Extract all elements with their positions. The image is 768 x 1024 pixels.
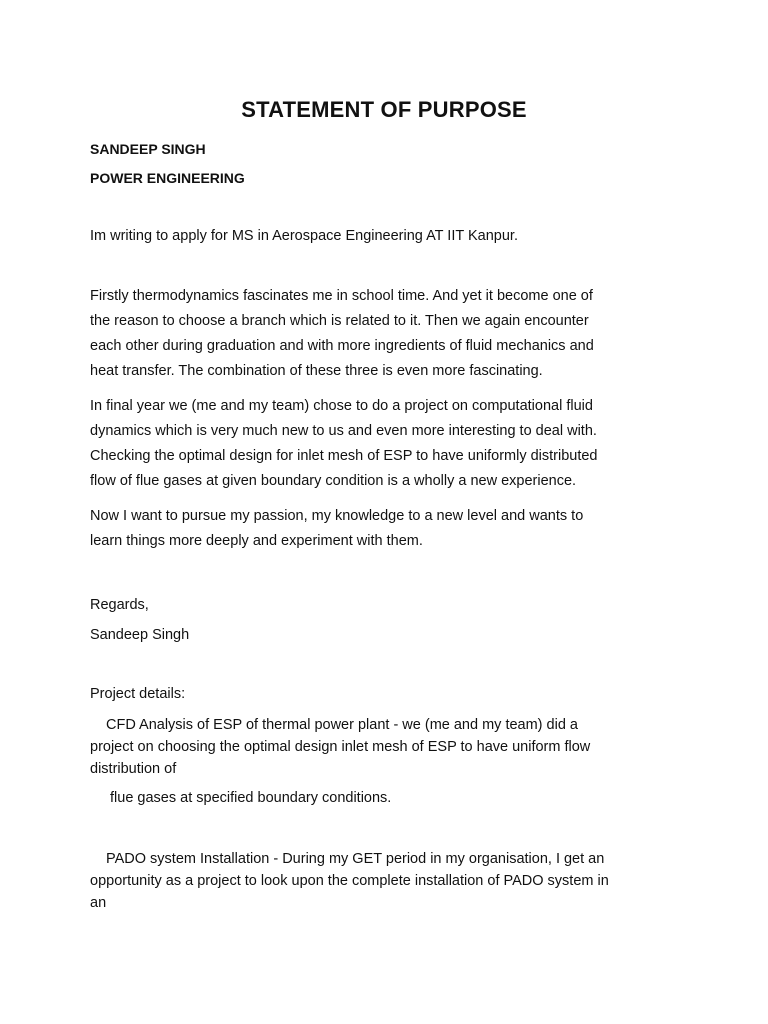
paragraph-line: flow of flue gases at given boundary condition is a wholly a new experience. (90, 473, 577, 489)
paragraph-line: distribution of (90, 761, 177, 777)
paragraph-line: In final year we (me and my team) chose to do a project on computational fluid (90, 398, 593, 414)
author-name: SANDEEP SINGH (90, 141, 206, 157)
paragraph-line: CFD Analysis of ESP of thermal power plant - we (me and my team) did a (106, 717, 578, 733)
paragraph-line: learn things more deeply and experiment with them. (90, 533, 423, 549)
paragraph-thermodynamics (90, 284, 690, 384)
paragraph-final-year-project (90, 394, 690, 494)
paragraph-line: Checking the optimal design for inlet mesh of ESP to have uniformly distributed (90, 448, 598, 464)
paragraph-line: the reason to choose a branch which is related to it. Then we again encounter (90, 313, 589, 329)
paragraph-line: Now I want to pursue my passion, my knowledge to a new level and wants to (90, 508, 584, 524)
paragraph-passion (90, 504, 690, 554)
project-cfd-analysis (90, 714, 680, 780)
paragraph-line: PADO system Installation - During my GET period in my organisation, I get an (106, 851, 605, 867)
intro-line: Im writing to apply for MS in Aerospace Engineering AT IIT Kanpur. (90, 228, 518, 244)
paragraph-line: an (90, 895, 107, 911)
project-cfd-continuation: flue gases at specified boundary conditions. (110, 790, 392, 806)
signature-name: Sandeep Singh (90, 627, 190, 643)
project-details-heading: Project details: (90, 686, 186, 702)
paragraph-line: opportunity as a project to look upon the complete installation of PADO system in (90, 873, 609, 889)
project-pado-installation (90, 848, 680, 914)
paragraph-line: Firstly thermodynamics fascinates me in school time. And yet it become one of (90, 288, 593, 304)
document-title: STATEMENT OF PURPOSE (241, 97, 527, 122)
paragraph-line: dynamics which is very much new to us and even more interesting to deal with. (90, 423, 597, 439)
department-name: POWER ENGINEERING (90, 170, 245, 186)
paragraph-line: project on choosing the optimal design inlet mesh of ESP to have uniform flow (90, 739, 591, 755)
paragraph-line: heat transfer. The combination of these three is even more fascinating. (90, 363, 543, 379)
closing-regards: Regards, (90, 597, 149, 613)
paragraph-line: each other during graduation and with more ingredients of fluid mechanics and (90, 338, 594, 354)
